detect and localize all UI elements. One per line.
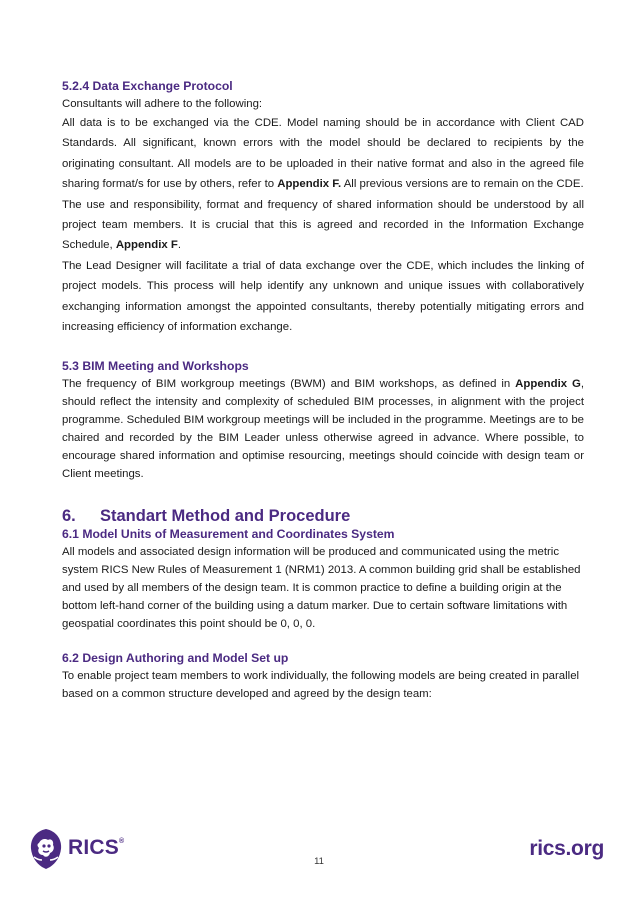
paragraph-responsibility: The use and responsibility, format and frequency of shared information should be understood by all project team members. It is crucial that this is agreed and recorded in the Information Exchange Schedule, Appendix F. — [62, 198, 584, 252]
rics-lion-icon — [26, 827, 66, 871]
paragraph-data-exchange: All data is to be exchanged via the CDE. Model naming should be in accordance with Client CAD Standards. All significant, known errors with the model should be declared to recipients by the originating consultant. All models are to be uploaded in their native format and also in the agreed file sharing format/s for use by others, refer to Appendix F. All previous versions are to remain on the CDE. — [62, 117, 584, 191]
paragraph-intro: Consultants will adhere to the following: — [62, 98, 263, 110]
website-link[interactable]: rics.org — [529, 837, 604, 860]
appendix-f-ref: Appendix F. — [277, 178, 342, 191]
paragraph-lead-designer: The Lead Designer will facilitate a trial of data exchange over the CDE, which includes the linking of project models. This process will help identify any unknown and unique issues with collaboratively exchanging information amongst the appointed consultants, thereby potentially mitigating errors and increasing efficiency of information exchange. — [62, 259, 584, 334]
heading-5-3: 5.3 BIM Meeting and Workshops — [62, 359, 249, 374]
rics-logo-text: RICS® — [68, 836, 125, 859]
paragraph-units: All models and associated design information will be produced and communicated using the metric system RICS New Rules of Measurement 1 (NRM1) 2013. A common building grid shall be established and used by all members of the design team. It is common practice to define a building origin at the bottom left-hand corner of the building using a datum marker. Due to certain software limitations with geospatial coordinates this point should be 0, 0, 0. — [62, 546, 581, 631]
paragraph-bim-meetings: The frequency of BIM workgroup meetings (BWM) and BIM workshops, as defined in Appendix G, should reflect the intensity and complexity of scheduled BIM processes, in alignment with the project programme. Scheduled BIM workgroup meetings will be included in the programme. Meetings are to be chaired and recorded by the BIM Leader unless otherwise agreed in advance. Where possible, to encourage shared information and optimise resourcing, meetings should coincide with design team or Client meetings. — [62, 378, 585, 481]
heading-6-1: 6.1 Model Units of Measurement and Coordinates System — [62, 527, 395, 542]
heading-section-6: 6. Standart Method and Procedure — [62, 507, 351, 526]
rics-logo — [26, 827, 136, 871]
heading-5-2-4: 5.2.4 Data Exchange Protocol — [62, 79, 233, 93]
appendix-g-ref: Appendix G — [515, 378, 581, 391]
paragraph-authoring: To enable project team members to work individually, the following models are being created in parallel based on a common structure developed and agreed by the design team: — [62, 670, 580, 701]
page-content — [62, 79, 584, 703]
appendix-f-ref-2: Appendix F — [115, 239, 178, 252]
heading-6-2: 6.2 Design Authoring and Model Set up — [62, 651, 289, 666]
page-number: 11 — [314, 856, 324, 867]
